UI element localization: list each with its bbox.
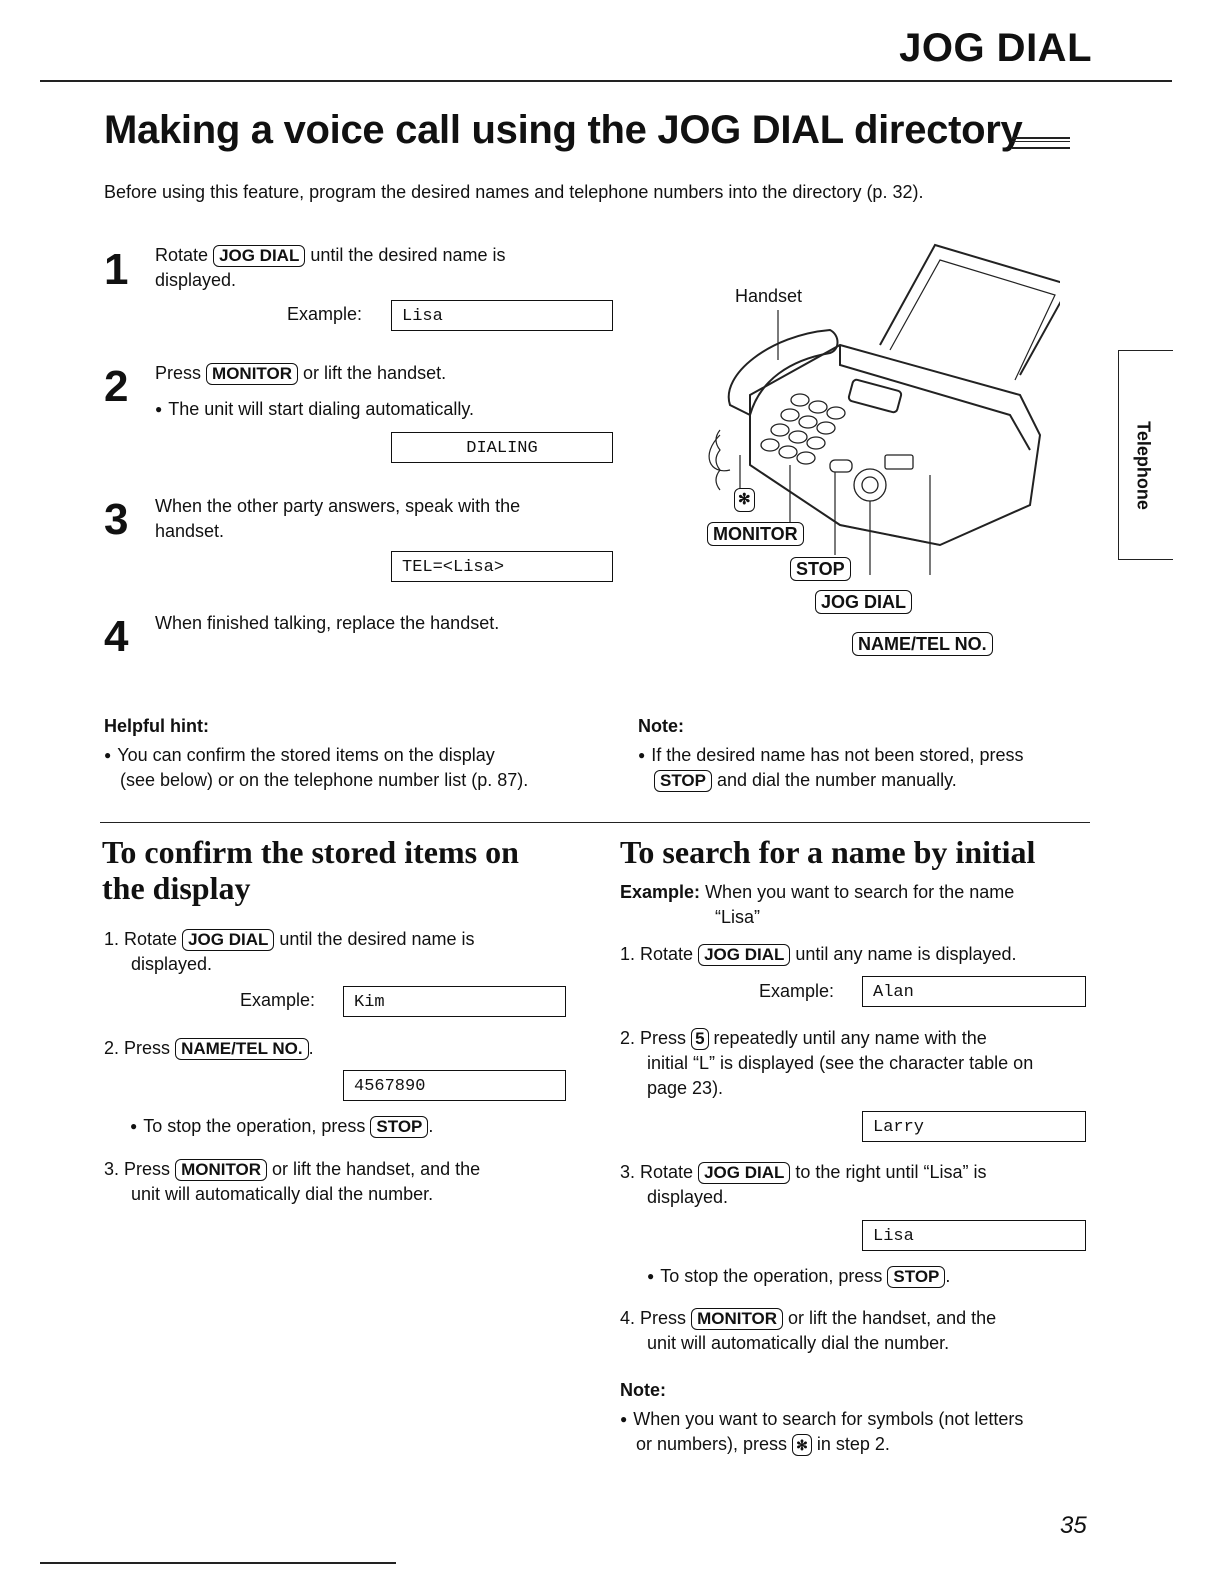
jog-dial-key: JOG DIAL [698, 1162, 790, 1184]
example-text: “Lisa” [715, 907, 761, 927]
step-text: displayed. [647, 1187, 729, 1207]
note-line: or numbers), press [636, 1434, 788, 1454]
stop-key: STOP [654, 770, 712, 792]
footer-rule [40, 1562, 396, 1564]
step-3-text [155, 494, 520, 544]
step-text: Rotate [640, 1162, 694, 1182]
step-number: 3. [620, 1162, 636, 1182]
confirm-step-3 [104, 1157, 480, 1207]
search-step-4 [620, 1306, 996, 1356]
helpful-hint-text [104, 743, 528, 793]
step-number: 4. [620, 1308, 636, 1328]
search-example [620, 880, 1014, 930]
name-tel-key: NAME/TEL NO. [175, 1038, 309, 1060]
search-note-heading: Note: [620, 1380, 666, 1400]
example-label: Example: [240, 990, 316, 1010]
search-step-1 [620, 942, 1017, 967]
jog-dial-key: JOG DIAL [182, 929, 274, 951]
step-4-text: When finished talking, replace the handset. [155, 613, 500, 633]
step-number: 2. [104, 1038, 120, 1058]
page-number: 35 [1060, 1512, 1087, 1539]
step-text: unit will automatically dial the number. [647, 1333, 950, 1353]
step-number: 1. [620, 944, 636, 964]
step-text: Press [640, 1028, 687, 1048]
example-label: Example: [620, 882, 701, 902]
star-key: ✻ [734, 488, 755, 512]
step-number: 4 [104, 612, 129, 661]
confirm-bullet [130, 1114, 433, 1139]
lcd-display: TEL=<Lisa> [391, 551, 613, 582]
note-line: and dial the number manually. [717, 770, 957, 790]
step-text: or lift the handset, and the [272, 1159, 481, 1179]
confirm-section-heading [102, 834, 519, 906]
step-number: 2 [104, 362, 129, 411]
monitor-key: MONITOR [691, 1308, 783, 1330]
step-number: 1. [104, 929, 120, 949]
step-text: Press [155, 363, 202, 383]
title-decoration [1012, 137, 1070, 149]
step-text: displayed. [131, 954, 213, 974]
example-label: Example: [759, 981, 835, 1001]
step-text: handset. [155, 521, 225, 541]
step-text: Press [124, 1038, 171, 1058]
search-note-text [620, 1407, 1023, 1457]
monitor-key: MONITOR [206, 363, 298, 385]
stop-key: STOP [790, 557, 851, 581]
note-text [638, 743, 1023, 793]
step-text: displayed. [155, 270, 237, 290]
jog-dial-key: JOG DIAL [213, 245, 305, 267]
note-heading: Note: [638, 716, 684, 736]
step-text: or lift the handset, and the [788, 1308, 997, 1328]
intro-text: Before using this feature, program the desired names and telephone numbers into the directory (p. 32). [104, 182, 924, 202]
note-line: ● When you want to search for symbols (not letters [620, 1409, 1023, 1429]
step-text: Press [640, 1308, 687, 1328]
handset-label: Handset [735, 286, 803, 306]
step-2-bullet: ● The unit will start dialing automatically. [155, 397, 474, 422]
confirm-step-2 [104, 1036, 314, 1061]
step-text: initial “L” is displayed (see the character table on [647, 1053, 1034, 1073]
helpful-hint-heading: Helpful hint: [104, 716, 209, 736]
step-text: . [308, 1038, 314, 1058]
bullet-text: ● To stop the operation, press [647, 1266, 882, 1286]
hint-line: ● You can confirm the stored items on the display [104, 745, 495, 765]
step-text: until any name is displayed. [795, 944, 1017, 964]
heading-line: To confirm the stored items on [102, 834, 519, 870]
jog-dial-key: JOG DIAL [698, 944, 790, 966]
monitor-key: MONITOR [175, 1159, 267, 1181]
search-step-3 [620, 1160, 987, 1210]
monitor-key: MONITOR [707, 522, 804, 546]
lcd-display: 4567890 [343, 1070, 566, 1101]
step-number: 3. [104, 1159, 120, 1179]
lcd-display: Larry [862, 1111, 1086, 1142]
page-title: Making a voice call using the JOG DIAL directory [104, 108, 1023, 152]
lcd-display: DIALING [391, 432, 613, 463]
bullet-text: ● To stop the operation, press [130, 1116, 365, 1136]
header-rule [40, 80, 1172, 82]
section-divider [100, 822, 1090, 823]
lcd-display: Lisa [862, 1220, 1086, 1251]
step-text: Rotate [640, 944, 694, 964]
name-tel-key: NAME/TEL NO. [852, 632, 993, 656]
note-line: in step 2. [816, 1434, 890, 1454]
jog-dial-key: JOG DIAL [815, 590, 912, 614]
hint-line: (see below) or on the telephone number list (p. 87). [120, 770, 529, 790]
search-step-2 [620, 1026, 1033, 1101]
lcd-display: Kim [343, 986, 566, 1017]
heading-line: the display [102, 870, 251, 906]
step-text: Rotate [124, 929, 178, 949]
step-text: until the desired name is [310, 245, 506, 265]
five-key: 5 [691, 1028, 708, 1050]
side-tab-label: Telephone [1133, 421, 1154, 510]
step-text: repeatedly until any name with the [713, 1028, 987, 1048]
step-text: page 23). [647, 1078, 724, 1098]
star-key: ✻ [792, 1434, 812, 1456]
stop-key: STOP [887, 1266, 945, 1288]
bullet-text: . [945, 1266, 951, 1286]
stop-key: STOP [370, 1116, 428, 1138]
step-text: to the right until “Lisa” is [795, 1162, 987, 1182]
search-bullet [647, 1264, 950, 1289]
search-section-heading: To search for a name by initial [620, 834, 1036, 870]
step-text: unit will automatically dial the number. [131, 1184, 434, 1204]
step-1-text [155, 243, 505, 293]
step-number: 3 [104, 495, 129, 544]
example-label: Example: [287, 304, 363, 324]
step-text: or lift the handset. [303, 363, 447, 383]
step-text: Press [124, 1159, 171, 1179]
step-2-text [155, 361, 446, 386]
step-number: 2. [620, 1028, 636, 1048]
step-text: When the other party answers, speak with the [155, 496, 521, 516]
confirm-step-1 [104, 927, 475, 977]
lcd-display: Alan [862, 976, 1086, 1007]
lcd-display: Lisa [391, 300, 613, 331]
example-text: When you want to search for the name [705, 882, 1015, 902]
step-number: 1 [104, 245, 129, 294]
step-text: until the desired name is [279, 929, 475, 949]
bullet-text: . [428, 1116, 434, 1136]
note-line: ● If the desired name has not been stored, press [638, 745, 1023, 765]
step-text: Rotate [155, 245, 209, 265]
section-header-title: JOG DIAL [899, 26, 1092, 70]
